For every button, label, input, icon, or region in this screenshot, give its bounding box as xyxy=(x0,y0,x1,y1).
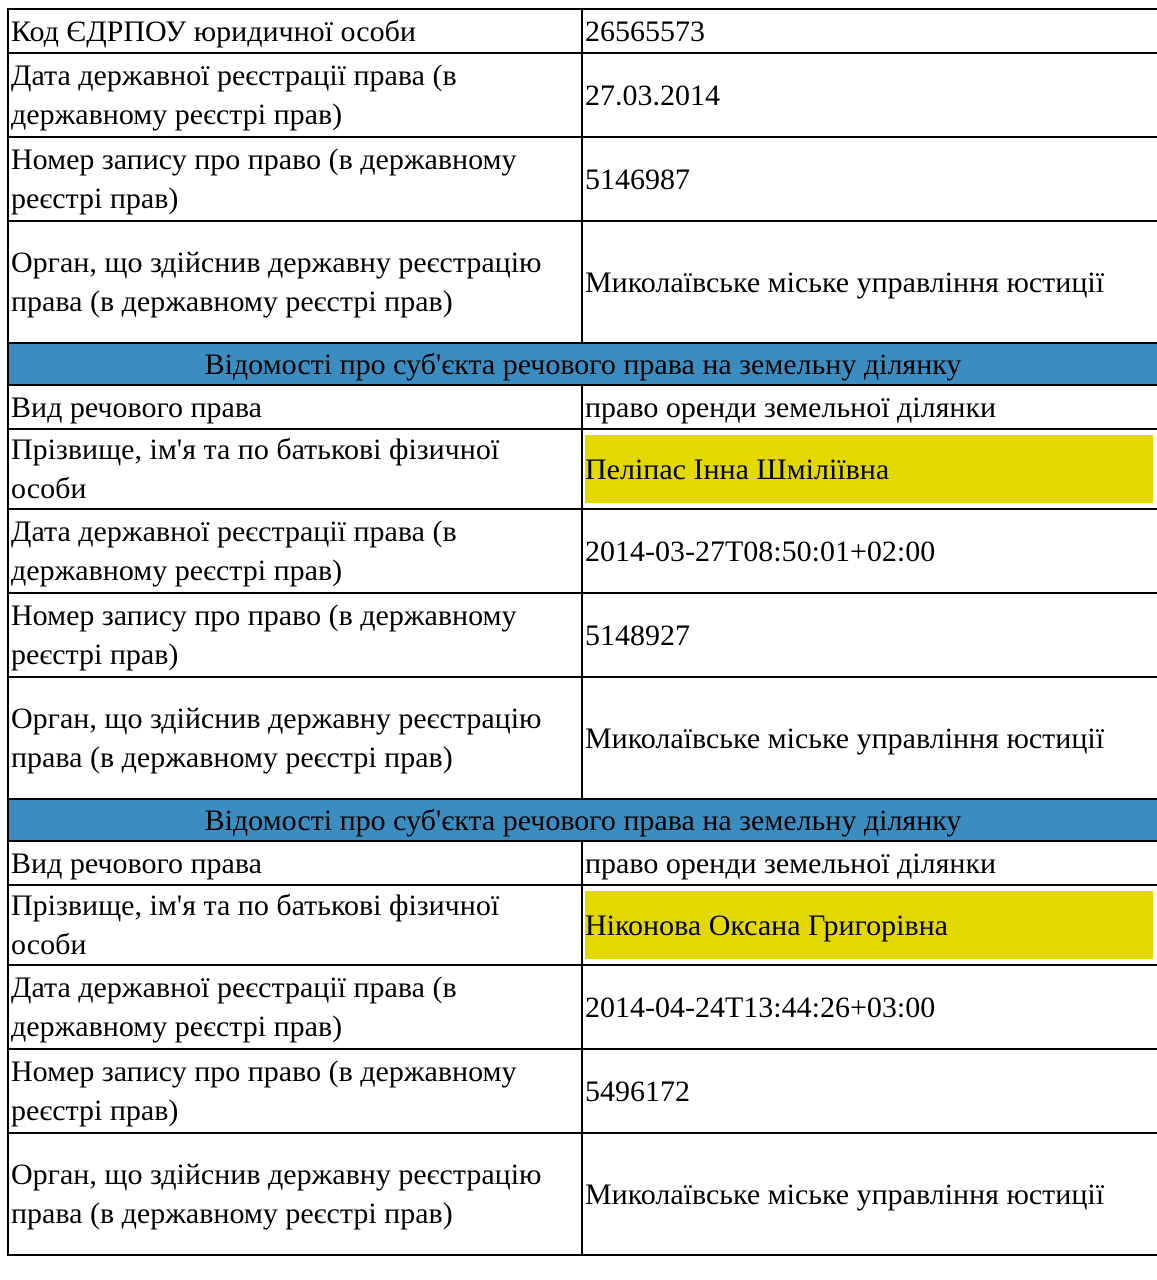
table-row-edrpou xyxy=(8,9,1157,53)
table-row-registration-date xyxy=(8,509,1157,593)
table-row-registering-body xyxy=(8,1133,1157,1255)
table-row-registering-body xyxy=(8,221,1157,343)
table-row-record-number xyxy=(8,137,1157,221)
table-row-registering-body xyxy=(8,677,1157,799)
right-type-value: право оренди земельної ділянки xyxy=(582,841,1157,885)
record-number-value: 5148927 xyxy=(582,593,1157,677)
table-row-person-name xyxy=(8,885,1157,965)
row-label: Прізвище, ім'я та по батькові фізичної особи xyxy=(8,885,582,965)
section-title: Відомості про суб'єкта речового права на земельну ділянку xyxy=(8,343,1157,385)
highlighted-name xyxy=(585,891,1153,959)
row-label: Номер запису про право (в державному реєстрі прав) xyxy=(8,1049,582,1133)
registration-date-value: 27.03.2014 xyxy=(582,53,1157,137)
record-number-value: 5146987 xyxy=(582,137,1157,221)
row-label: Дата державної реєстрації права (в державному реєстрі прав) xyxy=(8,965,582,1049)
registering-body-value: Миколаївське міське управління юстиції xyxy=(582,1133,1157,1255)
row-label: Вид речового права xyxy=(8,841,582,885)
row-label: Дата державної реєстрації права (в державному реєстрі прав) xyxy=(8,509,582,593)
person-name-value: Ніконова Оксана Григорівна xyxy=(585,908,948,942)
person-name-cell xyxy=(582,429,1157,509)
edrpou-value: 26565573 xyxy=(582,9,1157,53)
table-row-registration-date xyxy=(8,53,1157,137)
row-label: Дата державної реєстрації права (в державному реєстрі прав) xyxy=(8,53,582,137)
section-header xyxy=(8,343,1157,385)
registration-date-value: 2014-04-24T13:44:26+03:00 xyxy=(582,965,1157,1049)
row-label: Орган, що здійснив державну реєстрацію права (в державному реєстрі прав) xyxy=(8,221,582,343)
table-row-right-type xyxy=(8,841,1157,885)
right-type-value: право оренди земельної ділянки xyxy=(582,385,1157,429)
row-label: Номер запису про право (в державному реєстрі прав) xyxy=(8,593,582,677)
person-name-cell xyxy=(582,885,1157,965)
registering-body-value: Миколаївське міське управління юстиції xyxy=(582,221,1157,343)
registering-body-value: Миколаївське міське управління юстиції xyxy=(582,677,1157,799)
record-number-value: 5496172 xyxy=(582,1049,1157,1133)
row-label: Прізвище, ім'я та по батькові фізичної особи xyxy=(8,429,582,509)
row-label: Вид речового права xyxy=(8,385,582,429)
registration-date-value: 2014-03-27T08:50:01+02:00 xyxy=(582,509,1157,593)
row-label: Орган, що здійснив державну реєстрацію права (в державному реєстрі прав) xyxy=(8,1133,582,1255)
row-label: Орган, що здійснив державну реєстрацію права (в державному реєстрі прав) xyxy=(8,677,582,799)
table-row-right-type xyxy=(8,385,1157,429)
table-row-record-number xyxy=(8,1049,1157,1133)
table-row-registration-date xyxy=(8,965,1157,1049)
table-row-record-number xyxy=(8,593,1157,677)
person-name-value: Пеліпас Інна Шміліївна xyxy=(585,452,890,486)
registry-table xyxy=(7,8,1157,1256)
section-title: Відомості про суб'єкта речового права на земельну ділянку xyxy=(8,799,1157,841)
row-label: Код ЄДРПОУ юридичної особи xyxy=(8,9,582,53)
row-label: Номер запису про право (в державному реєстрі прав) xyxy=(8,137,582,221)
table-row-person-name xyxy=(8,429,1157,509)
highlighted-name xyxy=(585,435,1153,503)
section-header xyxy=(8,799,1157,841)
